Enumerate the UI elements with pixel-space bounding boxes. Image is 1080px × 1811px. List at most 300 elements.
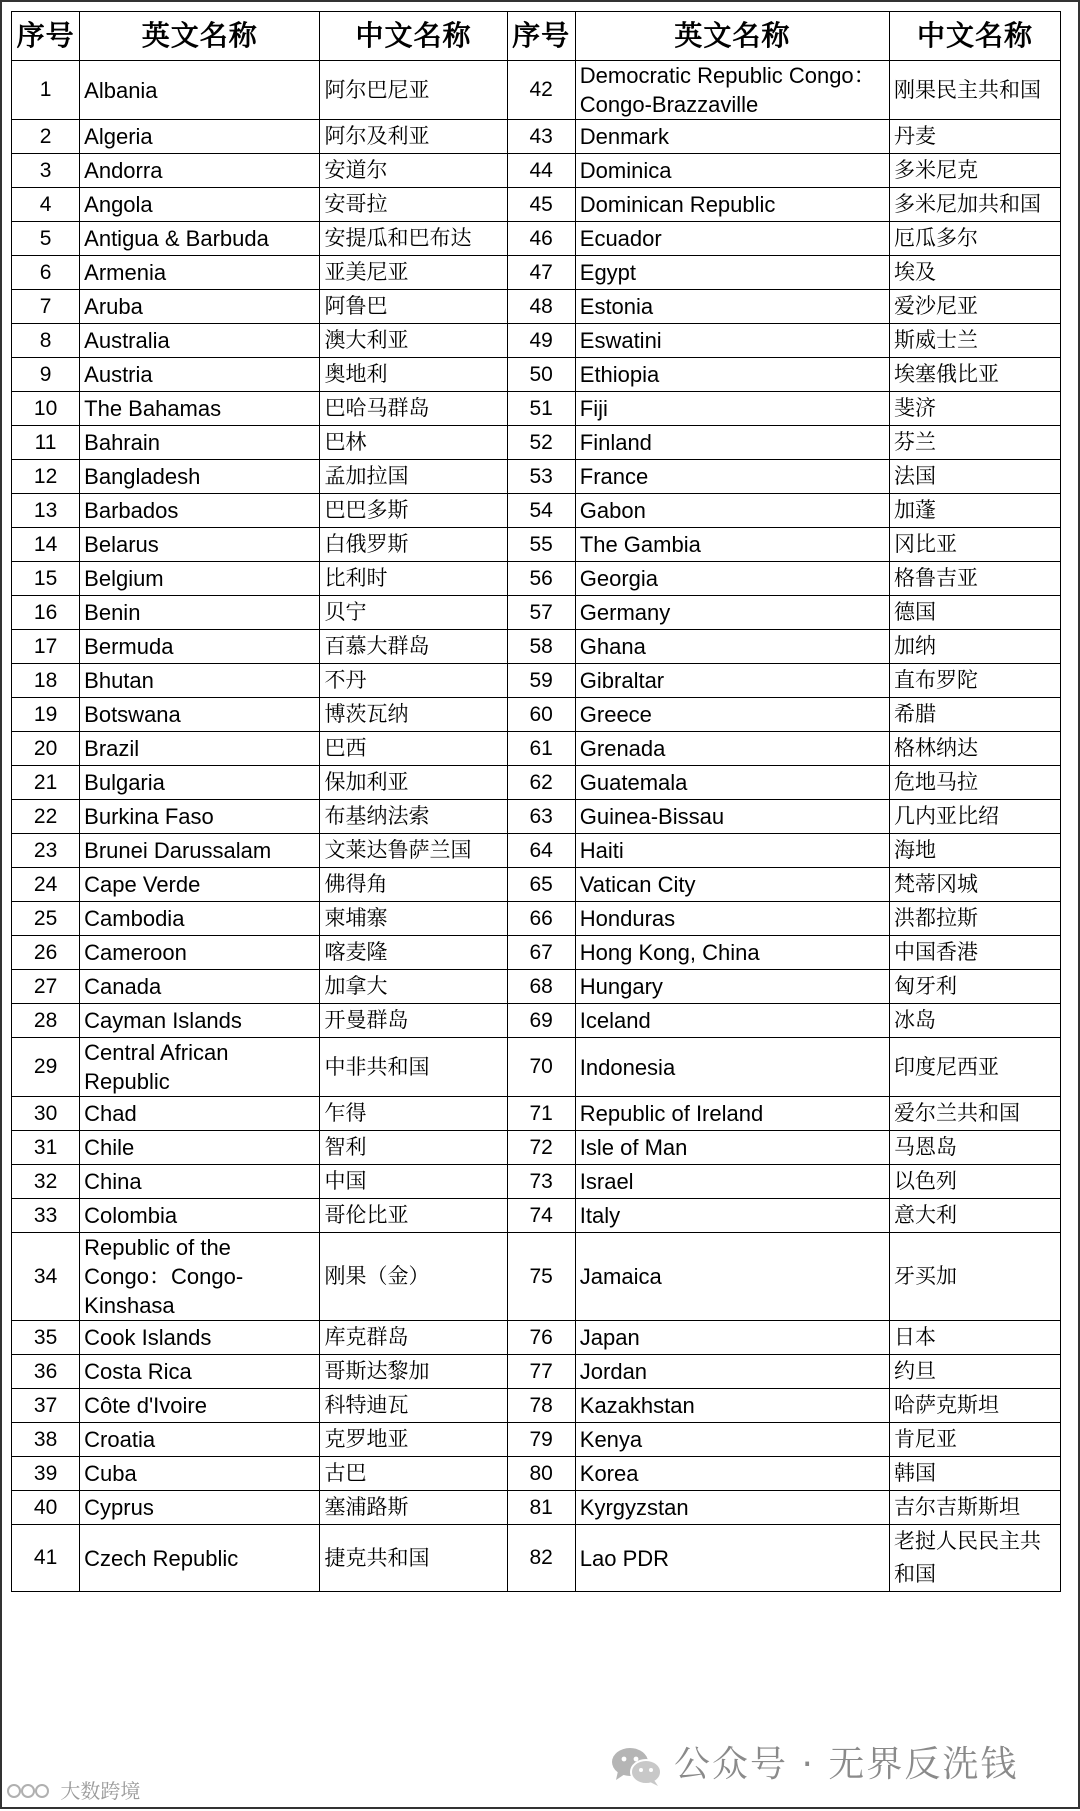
- cell-number: 41: [12, 1525, 80, 1592]
- cell-chinese-name: 刚果民主共和国: [890, 61, 1061, 120]
- cell-number: 19: [12, 698, 80, 732]
- cell-number: 72: [507, 1131, 575, 1165]
- cell-chinese-name: 厄瓜多尔: [890, 222, 1061, 256]
- cell-chinese-name: 法国: [890, 460, 1061, 494]
- cell-chinese-name: 日本: [890, 1321, 1061, 1355]
- cell-english-name: Bangladesh: [80, 460, 320, 494]
- cell-english-name: Cyprus: [80, 1491, 320, 1525]
- cell-chinese-name: 库克群岛: [320, 1321, 507, 1355]
- cell-english-name: Chile: [80, 1131, 320, 1165]
- table-row: [12, 154, 1061, 188]
- cell-chinese-name: 贝宁: [320, 596, 507, 630]
- table-row: [12, 460, 1061, 494]
- cell-number: 82: [507, 1525, 575, 1592]
- table-row: [12, 868, 1061, 902]
- cell-chinese-name: 佛得角: [320, 868, 507, 902]
- cell-english-name: Denmark: [575, 120, 889, 154]
- cell-english-name: Albania: [80, 61, 320, 120]
- cell-chinese-name: 冈比亚: [890, 528, 1061, 562]
- cell-chinese-name: 哥斯达黎加: [320, 1355, 507, 1389]
- cell-number: 67: [507, 936, 575, 970]
- cell-number: 64: [507, 834, 575, 868]
- cell-english-name: Kazakhstan: [575, 1389, 889, 1423]
- cell-chinese-name: 不丹: [320, 664, 507, 698]
- cell-number: 65: [507, 868, 575, 902]
- cell-english-name: Greece: [575, 698, 889, 732]
- cell-english-name: Botswana: [80, 698, 320, 732]
- cell-chinese-name: 巴巴多斯: [320, 494, 507, 528]
- cell-english-name: Cook Islands: [80, 1321, 320, 1355]
- cell-chinese-name: 博茨瓦纳: [320, 698, 507, 732]
- cell-chinese-name: 孟加拉国: [320, 460, 507, 494]
- cell-number: 78: [507, 1389, 575, 1423]
- cell-number: 4: [12, 188, 80, 222]
- cell-number: 27: [12, 970, 80, 1004]
- table-row: [12, 1355, 1061, 1389]
- cell-english-name: Georgia: [575, 562, 889, 596]
- account-name: 公众号 · 无界反洗钱: [674, 1744, 1019, 1785]
- cell-english-name: Bulgaria: [80, 766, 320, 800]
- header-english-name: 英文名称: [575, 12, 889, 61]
- cell-english-name: China: [80, 1165, 320, 1199]
- cell-number: 12: [12, 460, 80, 494]
- cell-number: 74: [507, 1199, 575, 1233]
- cell-number: 73: [507, 1165, 575, 1199]
- cell-number: 38: [12, 1423, 80, 1457]
- cell-number: 30: [12, 1097, 80, 1131]
- cell-english-name: Aruba: [80, 290, 320, 324]
- cell-chinese-name: 阿鲁巴: [320, 290, 507, 324]
- table-row: [12, 1131, 1061, 1165]
- cell-english-name: Guinea-Bissau: [575, 800, 889, 834]
- cell-number: 75: [507, 1233, 575, 1321]
- cell-chinese-name: 科特迪瓦: [320, 1389, 507, 1423]
- cell-chinese-name: 捷克共和国: [320, 1525, 507, 1592]
- cell-chinese-name: 中非共和国: [320, 1038, 507, 1097]
- cell-number: 1: [12, 61, 80, 120]
- cell-number: 49: [507, 324, 575, 358]
- cell-chinese-name: 巴林: [320, 426, 507, 460]
- cell-number: 6: [12, 256, 80, 290]
- cell-english-name: Andorra: [80, 154, 320, 188]
- cell-number: 55: [507, 528, 575, 562]
- cell-chinese-name: 丹麦: [890, 120, 1061, 154]
- cell-english-name: Croatia: [80, 1423, 320, 1457]
- cell-chinese-name: 斐济: [890, 392, 1061, 426]
- cell-number: 20: [12, 732, 80, 766]
- cell-number: 16: [12, 596, 80, 630]
- cell-chinese-name: 保加利亚: [320, 766, 507, 800]
- cell-chinese-name: 百慕大群岛: [320, 630, 507, 664]
- cell-chinese-name: 印度尼西亚: [890, 1038, 1061, 1097]
- cell-number: 32: [12, 1165, 80, 1199]
- cell-chinese-name: 比利时: [320, 562, 507, 596]
- cell-chinese-name: 埃塞俄比亚: [890, 358, 1061, 392]
- table-row: [12, 290, 1061, 324]
- country-name-table: [11, 11, 1061, 1592]
- table-row: [12, 392, 1061, 426]
- cell-chinese-name: 布基纳法索: [320, 800, 507, 834]
- cell-chinese-name: 吉尔吉斯斯坦: [890, 1491, 1061, 1525]
- cell-chinese-name: 哈萨克斯坦: [890, 1389, 1061, 1423]
- cell-number: 8: [12, 324, 80, 358]
- cell-number: 18: [12, 664, 80, 698]
- cell-english-name: Estonia: [575, 290, 889, 324]
- cell-number: 7: [12, 290, 80, 324]
- cell-english-name: Democratic Republic Congo：Congo-Brazzaville: [575, 61, 889, 120]
- cell-english-name: Costa Rica: [80, 1355, 320, 1389]
- cell-chinese-name: 梵蒂冈城: [890, 868, 1061, 902]
- cell-english-name: Fiji: [575, 392, 889, 426]
- cell-chinese-name: 马恩岛: [890, 1131, 1061, 1165]
- cell-number: 70: [507, 1038, 575, 1097]
- cell-english-name: Antigua & Barbuda: [80, 222, 320, 256]
- cell-english-name: Jamaica: [575, 1233, 889, 1321]
- cell-number: 77: [507, 1355, 575, 1389]
- cell-number: 9: [12, 358, 80, 392]
- cell-english-name: Israel: [575, 1165, 889, 1199]
- cell-chinese-name: 中国香港: [890, 936, 1061, 970]
- watermark-text: 大数跨境: [60, 1778, 141, 1803]
- cell-english-name: Isle of Man: [575, 1131, 889, 1165]
- cell-english-name: Brunei Darussalam: [80, 834, 320, 868]
- wechat-icon: [610, 1745, 664, 1787]
- cell-english-name: Colombia: [80, 1199, 320, 1233]
- table-row: [12, 256, 1061, 290]
- cell-chinese-name: 老挝人民民主共和国: [890, 1525, 1061, 1592]
- cell-number: 29: [12, 1038, 80, 1097]
- cell-chinese-name: 格鲁吉亚: [890, 562, 1061, 596]
- cell-english-name: Dominican Republic: [575, 188, 889, 222]
- header-english-name: 英文名称: [80, 12, 320, 61]
- cell-chinese-name: 刚果（金）: [320, 1233, 507, 1321]
- table-row: [12, 664, 1061, 698]
- cell-english-name: Ecuador: [575, 222, 889, 256]
- cell-number: 15: [12, 562, 80, 596]
- cell-chinese-name: 乍得: [320, 1097, 507, 1131]
- table-row: [12, 562, 1061, 596]
- cell-english-name: Ethiopia: [575, 358, 889, 392]
- cell-chinese-name: 埃及: [890, 256, 1061, 290]
- table-row: [12, 324, 1061, 358]
- cell-english-name: Burkina Faso: [80, 800, 320, 834]
- cell-english-name: Honduras: [575, 902, 889, 936]
- cell-english-name: Canada: [80, 970, 320, 1004]
- cell-number: 61: [507, 732, 575, 766]
- cell-english-name: Japan: [575, 1321, 889, 1355]
- cell-english-name: Bahrain: [80, 426, 320, 460]
- table-row: [12, 1165, 1061, 1199]
- cell-english-name: Republic of the Congo：Congo-Kinshasa: [80, 1233, 320, 1321]
- cell-chinese-name: 白俄罗斯: [320, 528, 507, 562]
- cell-chinese-name: 加拿大: [320, 970, 507, 1004]
- cell-number: 39: [12, 1457, 80, 1491]
- table-row: [12, 1491, 1061, 1525]
- cell-english-name: Chad: [80, 1097, 320, 1131]
- cell-english-name: Cameroon: [80, 936, 320, 970]
- cell-english-name: Angola: [80, 188, 320, 222]
- table-row: [12, 426, 1061, 460]
- table-row: [12, 1199, 1061, 1233]
- cell-english-name: Guatemala: [575, 766, 889, 800]
- cell-english-name: Indonesia: [575, 1038, 889, 1097]
- cell-number: 71: [507, 1097, 575, 1131]
- cell-english-name: Iceland: [575, 1004, 889, 1038]
- cell-english-name: Lao PDR: [575, 1525, 889, 1592]
- cell-number: 63: [507, 800, 575, 834]
- cell-chinese-name: 危地马拉: [890, 766, 1061, 800]
- header-number: 序号: [12, 12, 80, 61]
- cell-chinese-name: 韩国: [890, 1457, 1061, 1491]
- cell-chinese-name: 冰岛: [890, 1004, 1061, 1038]
- cell-english-name: Haiti: [575, 834, 889, 868]
- cell-number: 25: [12, 902, 80, 936]
- table-row: [12, 936, 1061, 970]
- table-row: [12, 902, 1061, 936]
- cell-english-name: Cambodia: [80, 902, 320, 936]
- header-chinese-name: 中文名称: [320, 12, 507, 61]
- table-row: [12, 970, 1061, 1004]
- cell-number: 11: [12, 426, 80, 460]
- cell-number: 56: [507, 562, 575, 596]
- cell-number: 54: [507, 494, 575, 528]
- cell-english-name: Vatican City: [575, 868, 889, 902]
- cell-chinese-name: 格林纳达: [890, 732, 1061, 766]
- cell-number: 10: [12, 392, 80, 426]
- cell-chinese-name: 开曼群岛: [320, 1004, 507, 1038]
- cell-number: 34: [12, 1233, 80, 1321]
- table-row: [12, 834, 1061, 868]
- cell-english-name: Dominica: [575, 154, 889, 188]
- cell-number: 62: [507, 766, 575, 800]
- cell-english-name: Bermuda: [80, 630, 320, 664]
- cell-number: 33: [12, 1199, 80, 1233]
- cell-number: 22: [12, 800, 80, 834]
- cell-number: 44: [507, 154, 575, 188]
- cell-number: 13: [12, 494, 80, 528]
- cell-number: 3: [12, 154, 80, 188]
- cell-chinese-name: 多米尼加共和国: [890, 188, 1061, 222]
- table-row: [12, 1097, 1061, 1131]
- cell-number: 79: [507, 1423, 575, 1457]
- cell-number: 42: [507, 61, 575, 120]
- cell-chinese-name: 多米尼克: [890, 154, 1061, 188]
- cell-english-name: Hong Kong, China: [575, 936, 889, 970]
- cell-chinese-name: 智利: [320, 1131, 507, 1165]
- cell-number: 46: [507, 222, 575, 256]
- cell-english-name: Belarus: [80, 528, 320, 562]
- cell-english-name: Finland: [575, 426, 889, 460]
- cell-chinese-name: 奥地利: [320, 358, 507, 392]
- cell-number: 81: [507, 1491, 575, 1525]
- cell-number: 36: [12, 1355, 80, 1389]
- cell-number: 14: [12, 528, 80, 562]
- cell-number: 26: [12, 936, 80, 970]
- cell-number: 40: [12, 1491, 80, 1525]
- cell-chinese-name: 肯尼亚: [890, 1423, 1061, 1457]
- table-row: [12, 61, 1061, 120]
- table-row: [12, 188, 1061, 222]
- cell-chinese-name: 阿尔及利亚: [320, 120, 507, 154]
- cell-chinese-name: 古巴: [320, 1457, 507, 1491]
- cell-chinese-name: 澳大利亚: [320, 324, 507, 358]
- cell-english-name: Czech Republic: [80, 1525, 320, 1592]
- cell-chinese-name: 希腊: [890, 698, 1061, 732]
- cell-chinese-name: 牙买加: [890, 1233, 1061, 1321]
- table-row: [12, 766, 1061, 800]
- table-row: [12, 528, 1061, 562]
- cell-english-name: Cuba: [80, 1457, 320, 1491]
- cell-number: 58: [507, 630, 575, 664]
- cell-chinese-name: 德国: [890, 596, 1061, 630]
- cell-english-name: Hungary: [575, 970, 889, 1004]
- cell-chinese-name: 克罗地亚: [320, 1423, 507, 1457]
- table-row: [12, 120, 1061, 154]
- cell-chinese-name: 塞浦路斯: [320, 1491, 507, 1525]
- cell-number: 24: [12, 868, 80, 902]
- cell-number: 5: [12, 222, 80, 256]
- cell-english-name: Germany: [575, 596, 889, 630]
- cell-english-name: Grenada: [575, 732, 889, 766]
- cell-chinese-name: 安道尔: [320, 154, 507, 188]
- cell-english-name: Bhutan: [80, 664, 320, 698]
- cell-english-name: France: [575, 460, 889, 494]
- cell-chinese-name: 中国: [320, 1165, 507, 1199]
- cell-chinese-name: 亚美尼亚: [320, 256, 507, 290]
- cell-number: 21: [12, 766, 80, 800]
- header-number: 序号: [507, 12, 575, 61]
- watermark: [6, 1771, 140, 1807]
- cell-english-name: Benin: [80, 596, 320, 630]
- cell-chinese-name: 直布罗陀: [890, 664, 1061, 698]
- watermark-logo-icon: [6, 1778, 52, 1804]
- cell-english-name: Republic of Ireland: [575, 1097, 889, 1131]
- cell-chinese-name: 爱尔兰共和国: [890, 1097, 1061, 1131]
- cell-chinese-name: 海地: [890, 834, 1061, 868]
- cell-chinese-name: 阿尔巴尼亚: [320, 61, 507, 120]
- cell-number: 23: [12, 834, 80, 868]
- cell-number: 45: [507, 188, 575, 222]
- table-row: [12, 630, 1061, 664]
- cell-english-name: Egypt: [575, 256, 889, 290]
- cell-number: 50: [507, 358, 575, 392]
- cell-number: 69: [507, 1004, 575, 1038]
- cell-english-name: Kenya: [575, 1423, 889, 1457]
- table-row: [12, 1321, 1061, 1355]
- cell-number: 80: [507, 1457, 575, 1491]
- cell-english-name: Kyrgyzstan: [575, 1491, 889, 1525]
- footer: [2, 1727, 1080, 1811]
- cell-chinese-name: 意大利: [890, 1199, 1061, 1233]
- cell-number: 28: [12, 1004, 80, 1038]
- cell-chinese-name: 斯威士兰: [890, 324, 1061, 358]
- cell-chinese-name: 芬兰: [890, 426, 1061, 460]
- cell-number: 47: [507, 256, 575, 290]
- cell-number: 59: [507, 664, 575, 698]
- table-row: [12, 222, 1061, 256]
- cell-english-name: Italy: [575, 1199, 889, 1233]
- table-row: [12, 1389, 1061, 1423]
- cell-chinese-name: 柬埔寨: [320, 902, 507, 936]
- table-row: [12, 1423, 1061, 1457]
- cell-english-name: Armenia: [80, 256, 320, 290]
- cell-english-name: Algeria: [80, 120, 320, 154]
- cell-chinese-name: 加蓬: [890, 494, 1061, 528]
- cell-english-name: The Gambia: [575, 528, 889, 562]
- cell-english-name: Jordan: [575, 1355, 889, 1389]
- header-chinese-name: 中文名称: [890, 12, 1061, 61]
- cell-chinese-name: 以色列: [890, 1165, 1061, 1199]
- cell-chinese-name: 安提瓜和巴布达: [320, 222, 507, 256]
- cell-chinese-name: 喀麦隆: [320, 936, 507, 970]
- table-row: [12, 1004, 1061, 1038]
- table-row: [12, 596, 1061, 630]
- cell-number: 51: [507, 392, 575, 426]
- table-row: [12, 698, 1061, 732]
- cell-number: 52: [507, 426, 575, 460]
- cell-chinese-name: 哥伦比亚: [320, 1199, 507, 1233]
- table-row: [12, 1233, 1061, 1321]
- cell-chinese-name: 爱沙尼亚: [890, 290, 1061, 324]
- table-body: [12, 61, 1061, 1592]
- cell-english-name: Brazil: [80, 732, 320, 766]
- table-row: [12, 494, 1061, 528]
- cell-english-name: Austria: [80, 358, 320, 392]
- cell-chinese-name: 巴西: [320, 732, 507, 766]
- cell-english-name: Ghana: [575, 630, 889, 664]
- cell-number: 66: [507, 902, 575, 936]
- cell-english-name: Belgium: [80, 562, 320, 596]
- cell-chinese-name: 洪都拉斯: [890, 902, 1061, 936]
- cell-number: 31: [12, 1131, 80, 1165]
- cell-chinese-name: 匈牙利: [890, 970, 1061, 1004]
- table-row: [12, 1038, 1061, 1097]
- cell-english-name: Cayman Islands: [80, 1004, 320, 1038]
- cell-english-name: Korea: [575, 1457, 889, 1491]
- cell-number: 68: [507, 970, 575, 1004]
- cell-number: 37: [12, 1389, 80, 1423]
- cell-number: 57: [507, 596, 575, 630]
- cell-english-name: Australia: [80, 324, 320, 358]
- cell-chinese-name: 文莱达鲁萨兰国: [320, 834, 507, 868]
- cell-english-name: Barbados: [80, 494, 320, 528]
- cell-number: 48: [507, 290, 575, 324]
- table-row: [12, 800, 1061, 834]
- cell-english-name: Eswatini: [575, 324, 889, 358]
- cell-number: 43: [507, 120, 575, 154]
- cell-english-name: Côte d'Ivoire: [80, 1389, 320, 1423]
- cell-number: 53: [507, 460, 575, 494]
- table-row: [12, 1457, 1061, 1491]
- cell-chinese-name: 巴哈马群岛: [320, 392, 507, 426]
- table-header-row: [12, 12, 1061, 61]
- table-row: [12, 358, 1061, 392]
- cell-chinese-name: 约旦: [890, 1355, 1061, 1389]
- cell-number: 60: [507, 698, 575, 732]
- cell-english-name: Gibraltar: [575, 664, 889, 698]
- table-row: [12, 732, 1061, 766]
- cell-number: 35: [12, 1321, 80, 1355]
- cell-english-name: Gabon: [575, 494, 889, 528]
- cell-english-name: Central African Republic: [80, 1038, 320, 1097]
- cell-chinese-name: 安哥拉: [320, 188, 507, 222]
- cell-number: 2: [12, 120, 80, 154]
- table-row: [12, 1525, 1061, 1592]
- cell-chinese-name: 几内亚比绍: [890, 800, 1061, 834]
- cell-chinese-name: 加纳: [890, 630, 1061, 664]
- cell-english-name: Cape Verde: [80, 868, 320, 902]
- cell-english-name: The Bahamas: [80, 392, 320, 426]
